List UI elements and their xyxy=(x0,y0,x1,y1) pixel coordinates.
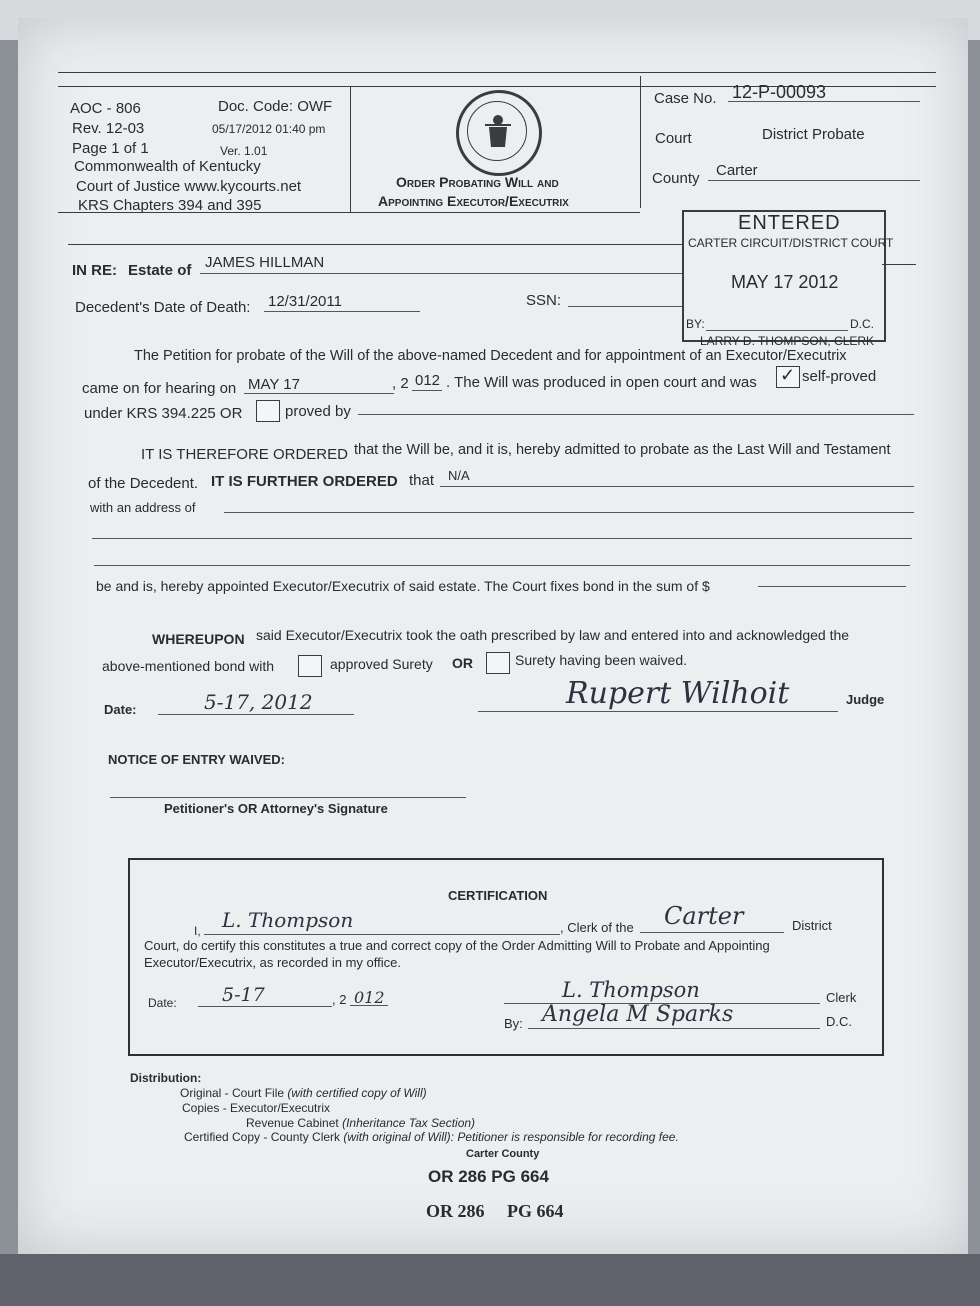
petitioner-signature-caption: Petitioner's OR Attorney's Signature xyxy=(164,801,388,816)
cert-i-label: I, xyxy=(194,924,201,938)
court-label: Court xyxy=(655,130,692,147)
cert-year: 012 xyxy=(354,988,385,1007)
hearing-year: 012 xyxy=(415,372,441,389)
krs-chapters: KRS Chapters 394 and 395 xyxy=(78,197,262,214)
stamp-court: CARTER CIRCUIT/DISTRICT COURT xyxy=(688,236,894,250)
order-date-handwritten: 5-17, 2012 xyxy=(204,690,313,714)
cert-deputy-signature-line xyxy=(528,1028,820,1029)
distribution-certified xyxy=(184,1130,679,1144)
stamp-dc: D.C. xyxy=(850,317,874,331)
distribution-revenue-text: Revenue Cabinet xyxy=(246,1116,339,1130)
ssn-underline xyxy=(568,306,682,307)
cert-clerk-name: L. Thompson xyxy=(222,908,354,932)
header-divider-1 xyxy=(350,86,351,212)
proved-by-label: proved by xyxy=(285,403,351,420)
distribution-original xyxy=(180,1086,427,1100)
surety-waived-label: Surety having been waived. xyxy=(515,652,687,668)
cert-dc-label: D.C. xyxy=(826,1014,852,1029)
order-title-line1: Order Probating Will and xyxy=(396,174,559,190)
surety-waived-checkbox[interactable] xyxy=(486,652,510,674)
with-address-label: with an address of xyxy=(90,500,196,515)
county-value: Carter xyxy=(716,162,758,179)
recording-county: Carter County xyxy=(466,1148,540,1160)
cert-text-1: Court, do certify this constitutes a true and correct copy of the Order Admitting Will to Probate and Appointing xyxy=(144,938,770,953)
judge-label: Judge xyxy=(846,692,885,707)
or-label: OR xyxy=(452,655,473,671)
distribution-certified-text: Certified Copy - County Clerk xyxy=(184,1130,341,1144)
petition-text: The Petition for probate of the Will of the above-named Decedent and for appointment of an Executor/Executrix xyxy=(134,348,847,364)
appointed-text: be and is, hereby appointed Executor/Executrix of said estate. The Court fixes bond in the sum of $ xyxy=(96,578,710,594)
ordered-bold: IT IS THEREFORE ORDERED xyxy=(141,446,348,463)
whereupon-text: said Executor/Executrix took the oath prescribed by law and entered into and acknowledged the xyxy=(256,627,850,643)
court-value: District Probate xyxy=(762,126,865,143)
hearing-year-underline xyxy=(412,390,442,391)
cert-clerk-signature: L. Thompson xyxy=(562,978,700,1002)
page-count: Page 1 of 1 xyxy=(72,140,149,157)
address-line-1 xyxy=(224,512,914,513)
distribution-label: Distribution: xyxy=(130,1071,202,1085)
proved-by-checkbox[interactable] xyxy=(256,400,280,422)
distribution-original-note: (with certified copy of Will) xyxy=(287,1086,427,1100)
address-line-3 xyxy=(94,565,910,566)
recording-book-page-typed: OR 286 PG 664 xyxy=(426,1201,564,1221)
whereupon-bold: WHEREUPON xyxy=(152,631,245,647)
cert-county: Carter xyxy=(664,902,744,930)
date-of-death-label: Decedent's Date of Death: xyxy=(75,299,251,316)
approved-surety-label: approved Surety xyxy=(330,656,433,672)
self-proved-label: self-proved xyxy=(802,368,877,385)
order-date-label: Date: xyxy=(104,702,137,717)
case-no-value: 12-P-00093 xyxy=(732,82,827,102)
judge-signature: Rupert Wilhoit xyxy=(566,676,790,711)
cert-clerk-of-the: , Clerk of the xyxy=(560,920,634,935)
under-krs-label: under KRS 394.225 OR xyxy=(84,405,243,422)
cert-date-underline xyxy=(198,1006,332,1007)
stamp-by: BY: xyxy=(686,317,705,331)
cert-date-label: Date: xyxy=(148,996,177,1010)
will-produced-text: . The Will was produced in open court and was xyxy=(446,374,757,391)
kentucky-seal-icon xyxy=(456,90,542,176)
certification-title: CERTIFICATION xyxy=(448,888,548,903)
judge-signature-line xyxy=(478,711,838,712)
bond-with-label: above-mentioned bond with xyxy=(102,658,275,674)
bond-amount-underline xyxy=(758,586,906,587)
decedent-name: JAMES HILLMAN xyxy=(205,254,325,271)
further-ordered-bold: IT IS FURTHER ORDERED xyxy=(211,473,398,490)
distribution-certified-note: (with original of Will): Petitioner is responsible for recording fee. xyxy=(343,1130,679,1144)
form-revision: Rev. 12-03 xyxy=(72,120,145,137)
order-date-underline xyxy=(158,714,354,715)
cert-year-underline xyxy=(350,1005,388,1006)
monitor-bezel-bottom xyxy=(0,1254,980,1306)
cert-by-label: By: xyxy=(504,1016,523,1031)
case-no-label: Case No. xyxy=(654,90,717,107)
recording-book-page: OR 286 PG 664 xyxy=(428,1167,549,1186)
stamp-date: MAY 17 2012 xyxy=(731,272,839,292)
distribution-original-text: Original - Court File xyxy=(180,1086,285,1100)
date-of-death-underline xyxy=(264,311,420,312)
ssn-label: SSN: xyxy=(526,292,562,309)
of-decedent-text: of the Decedent. xyxy=(88,475,199,492)
check-mark-icon: ✓ xyxy=(780,365,796,385)
estate-of-label: Estate of xyxy=(128,262,192,279)
court-of-justice-label: Court of Justice www.kycourts.net xyxy=(76,178,302,195)
cert-year-prefix: , 2 xyxy=(332,992,347,1007)
executor-name-underline xyxy=(440,486,914,487)
county-underline xyxy=(708,180,920,181)
commonwealth-label: Commonwealth of Kentucky xyxy=(74,158,261,175)
distribution-revenue-note: (Inheritance Tax Section) xyxy=(342,1116,476,1130)
seal-figure-icon xyxy=(483,113,513,153)
notice-waived-label: NOTICE OF ENTRY WAIVED: xyxy=(108,752,285,767)
order-title-line2: Appointing Executor/Executrix xyxy=(378,193,569,209)
in-re-label: IN RE: xyxy=(72,262,117,279)
print-timestamp: 05/17/2012 01:40 pm xyxy=(212,122,326,136)
distribution-copies: Copies - Executor/Executrix xyxy=(182,1101,331,1115)
decedent-name-underline xyxy=(200,273,682,274)
form-version: Ver. 1.01 xyxy=(220,144,268,158)
hearing-date: MAY 17 xyxy=(248,376,300,393)
county-label: County xyxy=(652,170,700,187)
ordered-text: that the Will be, and it is, hereby admitted to probate as the Last Will and Testament xyxy=(354,442,891,458)
hearing-date-underline xyxy=(244,393,394,394)
cert-deputy-signature: Angela M Sparks xyxy=(542,1002,734,1027)
stamp-entered: ENTERED xyxy=(738,212,841,234)
estate-top-rule xyxy=(68,244,682,245)
cert-clerk-label: Clerk xyxy=(826,990,857,1005)
header-top-rule-2 xyxy=(58,72,936,73)
cert-county-underline xyxy=(640,932,784,933)
self-proved-checkbox[interactable] xyxy=(776,366,800,388)
executor-name: N/A xyxy=(448,468,470,483)
approved-surety-checkbox[interactable] xyxy=(298,655,322,677)
further-that: that xyxy=(409,472,435,489)
cert-clerk-name-underline xyxy=(204,934,560,935)
hearing-year-prefix: , 2 xyxy=(392,375,409,392)
cert-date: 5-17 xyxy=(222,984,265,1006)
case-no-underline xyxy=(728,101,920,102)
header-divider-2 xyxy=(640,76,641,208)
stamp-by-line xyxy=(706,330,848,331)
hearing-label: came on for hearing on xyxy=(82,380,237,397)
distribution-revenue xyxy=(246,1116,475,1130)
form-number: AOC - 806 xyxy=(70,100,141,117)
stamp-clerk: LARRY D. THOMPSON, CLERK xyxy=(700,334,875,348)
cert-text-2: Executor/Executrix, as recorded in my office. xyxy=(144,955,401,970)
petitioner-signature-line xyxy=(110,797,466,798)
proved-by-underline xyxy=(358,414,914,415)
cert-district: District xyxy=(792,918,832,933)
address-line-2 xyxy=(92,538,912,539)
date-of-death-value: 12/31/2011 xyxy=(268,293,342,310)
estate-right-rule xyxy=(882,264,916,265)
doc-code: Doc. Code: OWF xyxy=(218,98,333,115)
